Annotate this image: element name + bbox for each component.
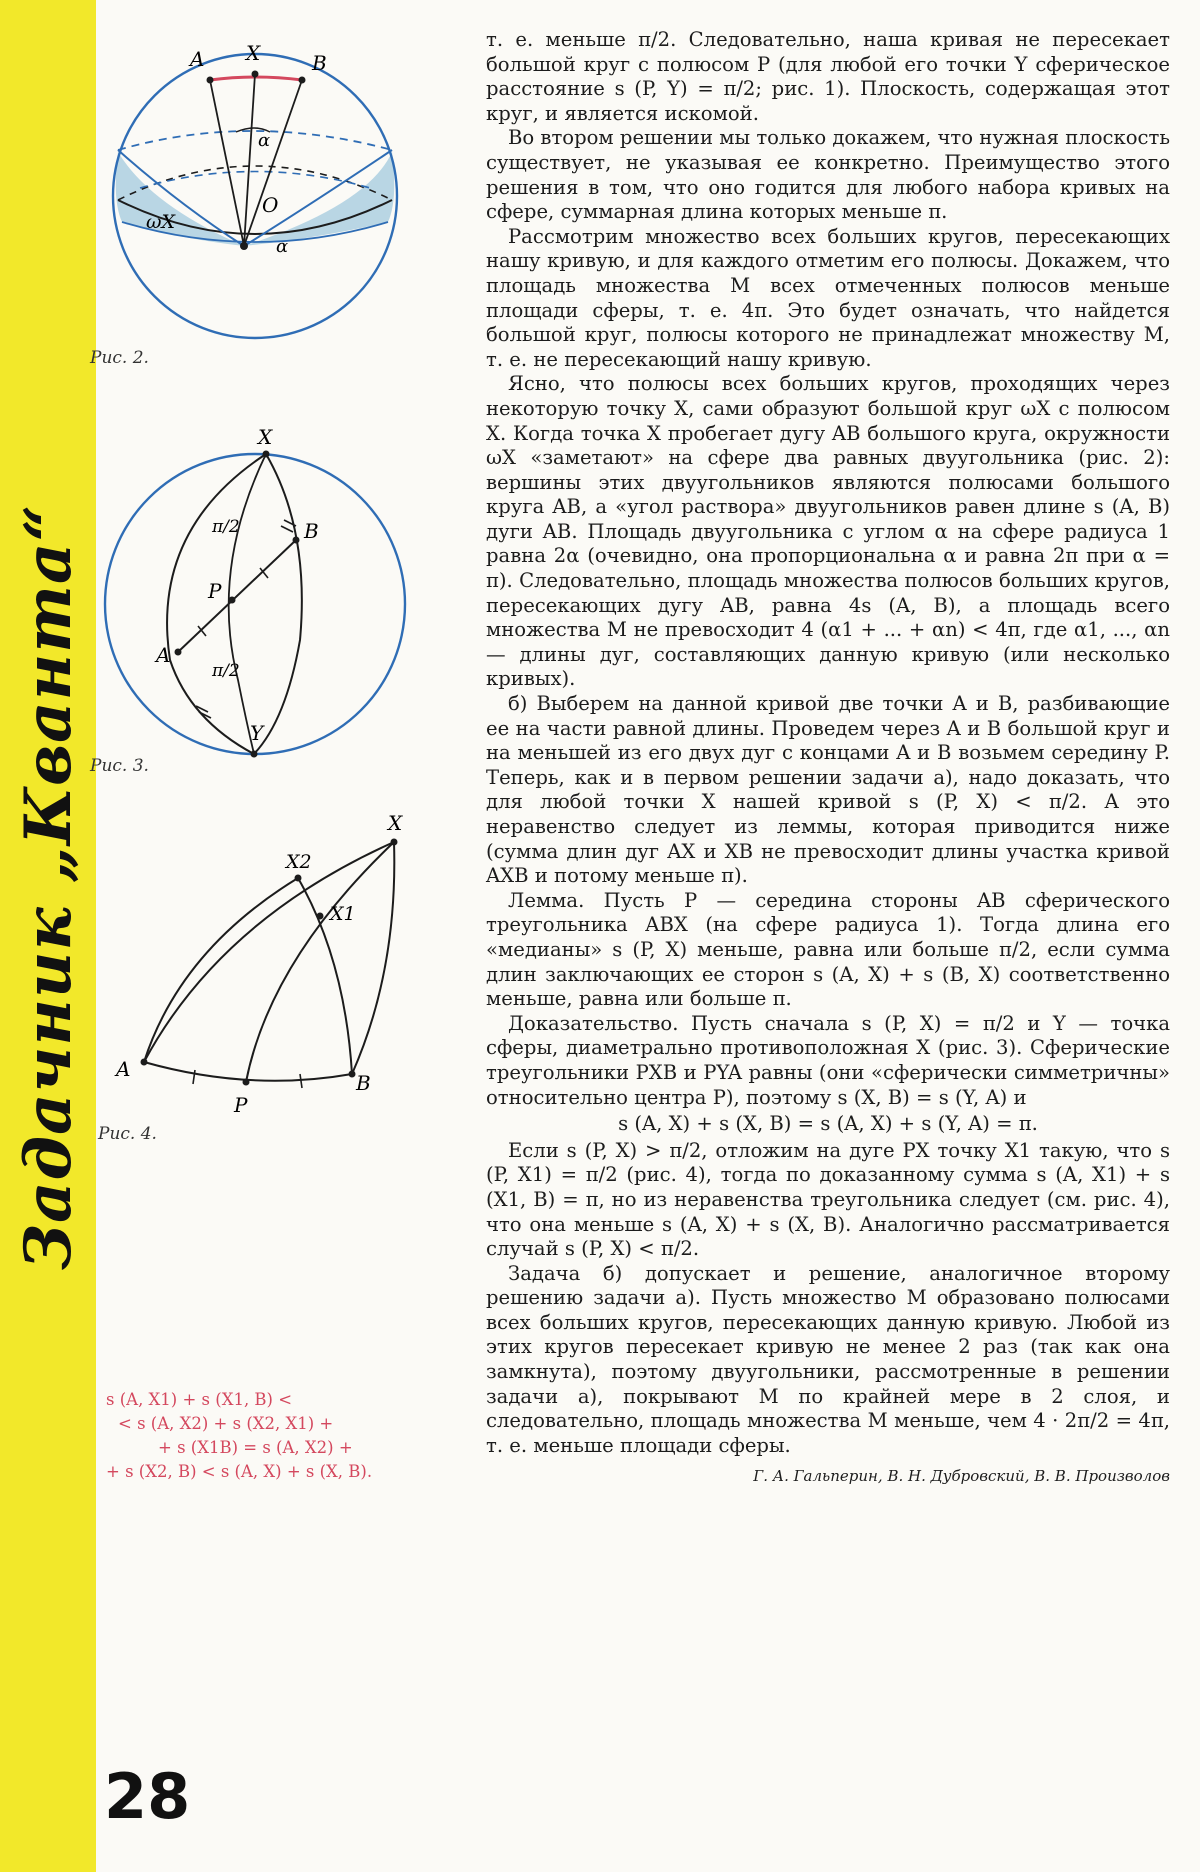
- fig4-label-a: A: [116, 1057, 131, 1081]
- fig3-label-x: X: [258, 425, 273, 449]
- fig4-label-b: B: [356, 1071, 371, 1095]
- formula-line-3: + s (X1B) = s (A, X2) +: [158, 1438, 353, 1457]
- median-px: [246, 842, 394, 1082]
- fig3-label-p: P: [208, 579, 222, 603]
- formula-centered: s (A, X) + s (X, B) = s (A, X) + s (Y, A) = π.: [618, 1112, 1038, 1136]
- paragraph: т. е. меньше π/2. Следовательно, наша кривая не пересекает большой круг с полюсом P (для любой его точки Y сферическое расстояние s (P, Y) = π/2; рис. 1). Плоскость, содержащая этот круг, и является искомой.: [486, 28, 1170, 125]
- fig2-caption: Рис. 2.: [90, 348, 149, 368]
- paragraph: Во втором решении мы только докажем, что нужная плоскость существует, не указывая ее конкретно. Преимущество этого решения в том, что оно годится для любого набора кривых на сфере, суммарная длина которых меньше π.: [486, 126, 1171, 224]
- formula-line-2: < s (A, X2) + s (X2, X1) +: [118, 1414, 334, 1433]
- paragraph: Если s (P, X) > π/2, отложим на дуге PX точку X1 такую, что s (P, X1) = π/2 (рис. 4), тогда по доказанному сумма s (A, X1) + s (X1, B) = π, но из неравенства треугольника следует (см. рис. 4), что она меньше s (A, X) + s (X, B). Аналогично рассматривается случай s (P, X) < π/2.: [486, 1138, 1170, 1261]
- meridian-mid: [229, 454, 266, 754]
- fig4-label-x: X: [388, 811, 403, 835]
- paragraph: Доказательство. Пусть сначала s (P, X) = π/2 и Y — точка сферы, диаметрально противоположная X (рис. 3). Сферические треугольники PXB и PYA равны (они «сферически симметричны» относительно центра P), поэтому s (X, B) = s (Y, A) и: [486, 1011, 1170, 1109]
- page-number: 28: [104, 1760, 191, 1833]
- fig2-label-alpha2: α: [276, 236, 289, 257]
- formula-line-1: s (A, X1) + s (X1, B) <: [106, 1390, 293, 1409]
- fig3-label-pi-half-bottom: π/2: [212, 661, 240, 681]
- fig2-label-alpha: α: [258, 130, 271, 151]
- fig2-label-b: B: [312, 51, 327, 75]
- fig4-label-x2: X2: [286, 851, 312, 873]
- side-formula: [106, 1388, 446, 1484]
- fig2-label-a: A: [190, 47, 205, 71]
- fig3-label-b: B: [304, 519, 319, 543]
- fig4-label-p: P: [234, 1093, 248, 1117]
- fig3-label-a: A: [156, 643, 171, 667]
- side-ax2: [144, 878, 298, 1062]
- arc-ab: [210, 77, 302, 80]
- fig4-caption: Рис. 4.: [98, 1124, 157, 1144]
- paragraph: Задача б) допускает и решение, аналогичное второму решению задачи а). Пусть множество M образовано полюсами всех больших кругов, пересекающих данную кривую. Любой из этих кругов пересекает кривую не менее 2 раз (так как она замкнута), поэтому двуугольники, рассмотренные в решении задачи а), покрывают M по крайней мере в 2 слоя, и следовательно, площадь множества M меньше, чем 4 · 2π/2 = 4π, т. е. меньше площади сферы.: [486, 1261, 1170, 1457]
- fig4-label-x1: X1: [330, 903, 356, 925]
- meridian-right: [254, 454, 302, 754]
- meridian-left: [167, 454, 266, 754]
- circle-blue-lower-back: [140, 172, 370, 189]
- authors: Г. А. Гальперин, В. Н. Дубровский, В. В. Произволов: [753, 1467, 1170, 1486]
- fig2-label-x: X: [246, 41, 261, 65]
- fig2-label-o: O: [262, 193, 279, 217]
- fig3-label-pi-half-top: π/2: [212, 517, 240, 537]
- paragraph: Рассмотрим множество всех больших кругов, пересекающих нашу кривую, и для каждого отметим его полюсы. Докажем, что площадь множества M всех отмеченных полюсов меньше площади сферы, т. е. 4π. Это будет означать, что найдется большой круг, полюсы которого не принадлежат множеству M, т. е. не пересекающий нашу кривую.: [486, 224, 1170, 371]
- fig2-label-omega: ωX: [146, 211, 176, 233]
- paragraph: б) Выберем на данной кривой две точки A и B, разбивающие ее на части равной длины. Проведем через A и B большой круг и на меньшей из его двух дуг с концами A и B возьмем середину P. Теперь, как и в первом решении задачи а), надо доказать, что для любой точки X нашей кривой s (P, X) < π/2. А это неравенство следует из леммы, которая приводится ниже (сумма длин дуг AX и XB не превосходит длины участка кривой AXB и потому меньше π).: [486, 692, 1170, 888]
- article-body: [486, 28, 1170, 1489]
- figure-3: [0, 420, 460, 780]
- sphere-outline: [105, 454, 405, 754]
- fig3-caption: Рис. 3.: [90, 756, 149, 776]
- figure-4: [0, 800, 460, 1120]
- paragraph: Лемма. Пусть P — середина стороны AB сферического треугольника ABX (на сфере радиуса 1). Тогда длина его «медианы» s (P, X) меньше, равна или больше π/2, если сумма длин заключающих ее сторон s (A, X) + s (B, X) соответственно меньше, равна или больше π.: [486, 888, 1170, 1011]
- figure-2: [0, 0, 460, 380]
- circle-blue-back: [118, 131, 392, 150]
- formula-line-4: + s (X2, B) < s (A, X) + s (X, B).: [106, 1462, 373, 1481]
- paragraph: Ясно, что полюсы всех больших кругов, проходящих через некоторую точку X, сами образуют большой круг ωX с полюсом X. Когда точка X пробегает дугу AB большого круга, окружности ωX «заметают» на сфере два равных двуугольника (рис. 2): вершины этих двуугольников являются полюсами большого круга AB, а «угол раствора» двуугольников равен длине s (A, B) дуги AB. Площадь двуугольника с углом α на сфере радиуса 1 равна 2α (очевидно, она пропорциональна α и равна 2π при α = π). Следовательно, площадь множества полюсов больших кругов, пересекающих дугу AB, равна 4s (A, B), а площадь всего множества M не превосходит 4 (α1 + ... + αn) < 4π, где α1, ..., αn — длины дуг, составляющих данную кривую (или несколько кривых).: [486, 372, 1170, 691]
- radius-oa: [210, 80, 244, 246]
- fig3-label-y: Y: [250, 721, 264, 745]
- side-ax: [144, 842, 394, 1062]
- arc-ab: [178, 540, 296, 652]
